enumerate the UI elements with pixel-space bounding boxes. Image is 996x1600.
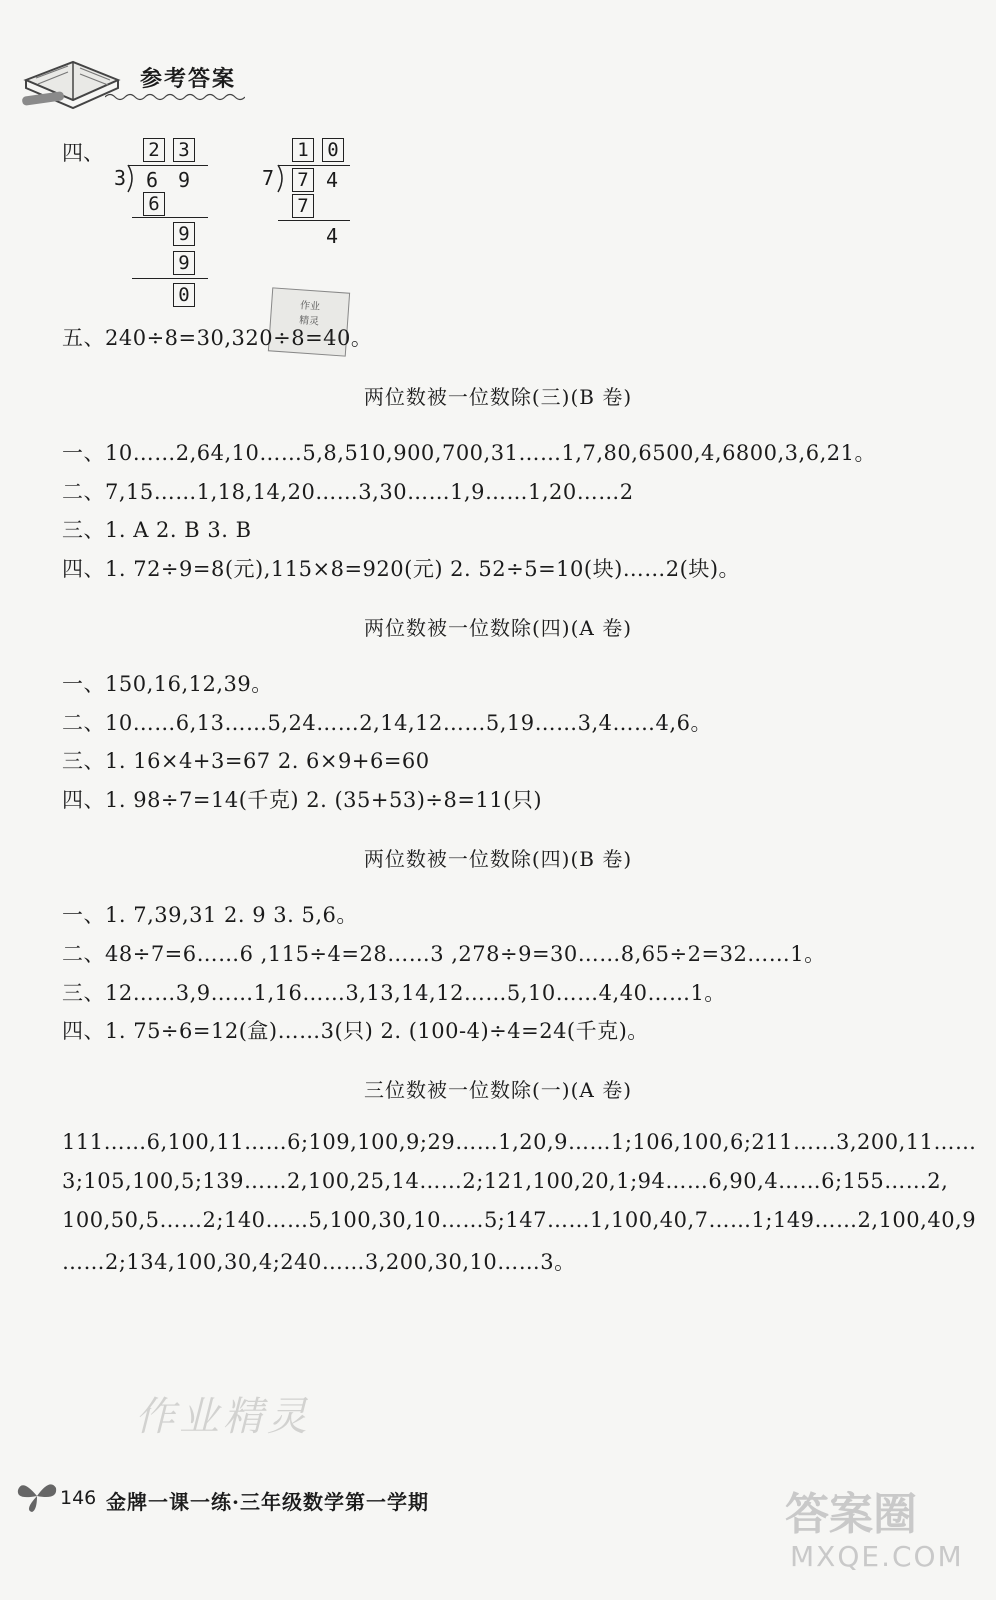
question-5-answer: 五、240÷8=30,320÷8=40。 bbox=[62, 326, 373, 350]
step-digit: 6 bbox=[143, 192, 165, 216]
quotient-digit: 0 bbox=[322, 138, 344, 162]
dividend-digit: 7 bbox=[292, 168, 314, 192]
answer-line: 四、1. 72÷9=8(元),115×8=920(元) 2. 52÷5=10(块)……2(块)。 bbox=[62, 557, 741, 581]
book-title: 金牌一课一练·三年级数学第一学期 bbox=[106, 1490, 429, 1514]
section-title: 两位数被一位数除(四)(A 卷) bbox=[363, 616, 632, 640]
answer-line: 一、10……2,64,10……5,8,510,900,700,31……1,7,80,6500,4,6800,3,6,21。 bbox=[62, 441, 876, 465]
page-title: 参考答案 bbox=[140, 66, 237, 92]
answer-line: 四、1. 75÷6=12(盒)……3(只) 2. (100-4)÷4=24(千克)。 bbox=[62, 1019, 649, 1043]
division-rule bbox=[132, 217, 208, 218]
answer-line: 一、150,16,12,39。 bbox=[62, 672, 273, 696]
division-rule bbox=[132, 278, 208, 279]
answer-line: 二、7,15……1,18,14,20……3,30……1,9……1,20……2 bbox=[62, 480, 634, 504]
remainder-digit: 0 bbox=[173, 283, 195, 307]
step-digit: 9 bbox=[173, 251, 195, 275]
butterfly-icon bbox=[14, 1476, 60, 1516]
divisor: 3 bbox=[114, 166, 127, 190]
quotient-digit: 2 bbox=[143, 138, 165, 162]
page-number: 146 bbox=[60, 1487, 97, 1509]
question-4-label: 四、 bbox=[62, 141, 104, 165]
answer-line: ……2;134,100,30,4;240……3,200,30,10……3。 bbox=[62, 1250, 576, 1274]
dividend-digit: 4 bbox=[326, 168, 339, 192]
section-title: 两位数被一位数除(三)(B 卷) bbox=[363, 385, 633, 409]
answer-line: 3;105,100,5;139……2,100,25,14……2;121,100,20,1;94……6,90,4……6;155……2, bbox=[62, 1169, 949, 1193]
division-bracket bbox=[276, 164, 288, 194]
dividend-digit: 9 bbox=[178, 168, 191, 192]
answer-line: 100,50,5……2;140……5,100,30,10……5;147……1,100,40,7……1;149……2,100,40,9 bbox=[62, 1208, 977, 1232]
answer-line: 二、48÷7=6……6 ,115÷4=28……3 ,278÷9=30……8,65÷2=32……1。 bbox=[62, 942, 826, 966]
wave-divider bbox=[105, 92, 245, 102]
step-digit: 7 bbox=[292, 194, 314, 218]
divisor: 7 bbox=[262, 166, 275, 190]
answer-line: 二、10……6,13……5,24……2,14,12……5,19……3,4……4,6。 bbox=[62, 711, 712, 735]
quotient-digit: 3 bbox=[173, 138, 195, 162]
section-title: 三位数被一位数除(一)(A 卷) bbox=[363, 1078, 632, 1102]
division-bracket bbox=[126, 164, 138, 194]
watermark-url: MXQE.COM bbox=[790, 1540, 964, 1573]
dividend-digit: 6 bbox=[146, 168, 159, 192]
book-icon bbox=[18, 40, 128, 115]
watermark-logo: 答案圈 bbox=[785, 1489, 917, 1540]
remainder-digit: 4 bbox=[326, 224, 339, 248]
quotient-digit: 1 bbox=[292, 138, 314, 162]
answer-line: 三、12……3,9……1,16……3,13,14,12……5,10……4,40……1。 bbox=[62, 981, 726, 1005]
watermark: 作业精灵 bbox=[135, 1394, 311, 1440]
stamp-line: 作业 bbox=[299, 300, 321, 313]
answer-line: 三、1. A 2. B 3. B bbox=[62, 518, 252, 542]
answer-line: 一、1. 7,39,31 2. 9 3. 5,6。 bbox=[62, 903, 358, 927]
answer-line: 111……6,100,11……6;109,100,9;29……1,20,9……1;106,100,6;211……3,200,11…… bbox=[62, 1130, 977, 1154]
step-digit: 9 bbox=[173, 222, 195, 246]
division-bar bbox=[278, 165, 350, 166]
section-title: 两位数被一位数除(四)(B 卷) bbox=[363, 847, 633, 871]
division-bar bbox=[128, 165, 208, 166]
answer-line: 三、1. 16×4+3=67 2. 6×9+6=60 bbox=[62, 749, 430, 773]
stamp-line: 精灵 bbox=[298, 315, 320, 328]
division-rule bbox=[278, 220, 350, 221]
answer-line: 四、1. 98÷7=14(千克) 2. (35+53)÷8=11(只) bbox=[62, 788, 543, 812]
